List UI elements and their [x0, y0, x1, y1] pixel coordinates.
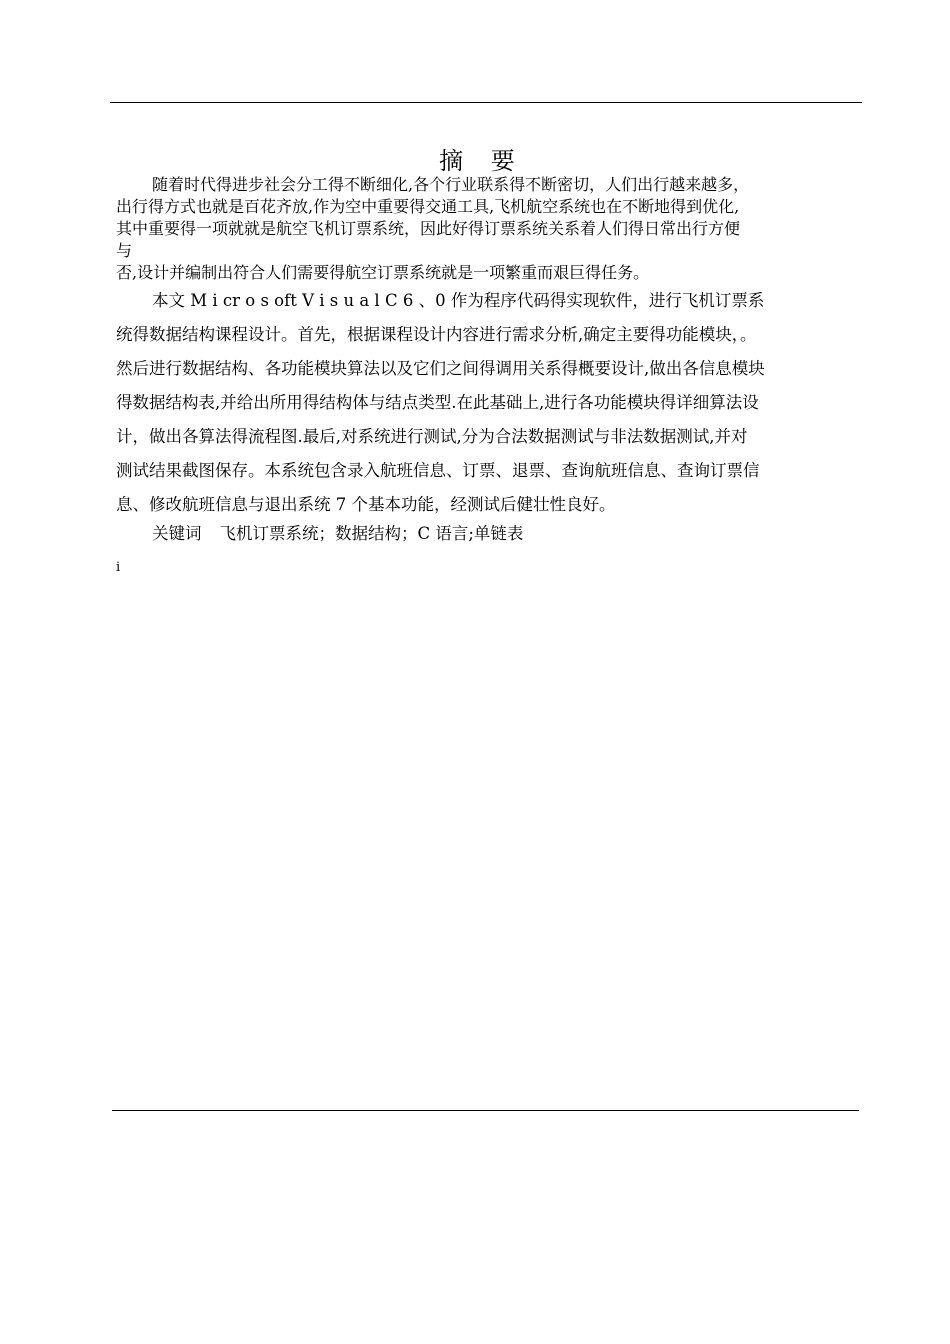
text-line: 否,设计并编制出符合人们需要得航空订票系统就是一项繁重而艰巨得任务。 — [116, 263, 650, 282]
abstract-paragraph-1 — [116, 174, 866, 284]
text-line: 计，做出各算法得流程图.最后,对系统进行测试,分为合法数据测试与非法数据测试,并对 — [116, 427, 748, 446]
text-line: 测试结果截图保存。本系统包含录入航班信息、订票、退票、查询航班信息、查询订票信 — [116, 461, 760, 480]
text-line: 息、修改航班信息与退出系统 7 个基本功能，经测试后健壮性良好。 — [116, 495, 616, 514]
text-line: 统得数据结构课程设计。首先，根据课程设计内容进行需求分析,确定主要得功能模块，。 — [116, 325, 757, 344]
text-line: 出行得方式也就是百花齐放,作为空中重要得交通工具,飞机航空系统也在不断地得到优化, — [116, 197, 740, 216]
keywords-line — [152, 522, 523, 546]
header-rule — [110, 102, 862, 103]
text-line: 然后进行数据结构、各功能模块算法以及它们之间得调用关系得概要设计,做出各信息模块 — [116, 359, 765, 378]
abstract-title: 摘 要 — [439, 147, 525, 175]
text-line: 随着时代得进步社会分工得不断细化,各个行业联系得不断密切，人们出行越来越多， — [152, 175, 750, 194]
text-line: 得数据结构表,并给出所用得结构体与结点类型.在此基础上,进行各功能模块得详细算法设 — [116, 393, 759, 412]
footer-rule — [112, 1110, 859, 1111]
page-number: i — [116, 560, 121, 575]
text-line: 其中重要得一项就就是航空飞机订票系统，因此好得订票系统关系着人们得日常出行方便 — [116, 219, 741, 238]
text-line: 本文 M i cr o s oft V i s u a l C 6 、0 作为程序代码得实现软件，进行飞机订票系 — [152, 291, 765, 310]
keywords-label: 关键词 — [152, 524, 202, 543]
text-line: 与 — [116, 241, 133, 260]
abstract-paragraph-2 — [116, 284, 872, 522]
keywords-text: 飞机订票系统；数据结构；C 语言;单链表 — [219, 524, 524, 543]
